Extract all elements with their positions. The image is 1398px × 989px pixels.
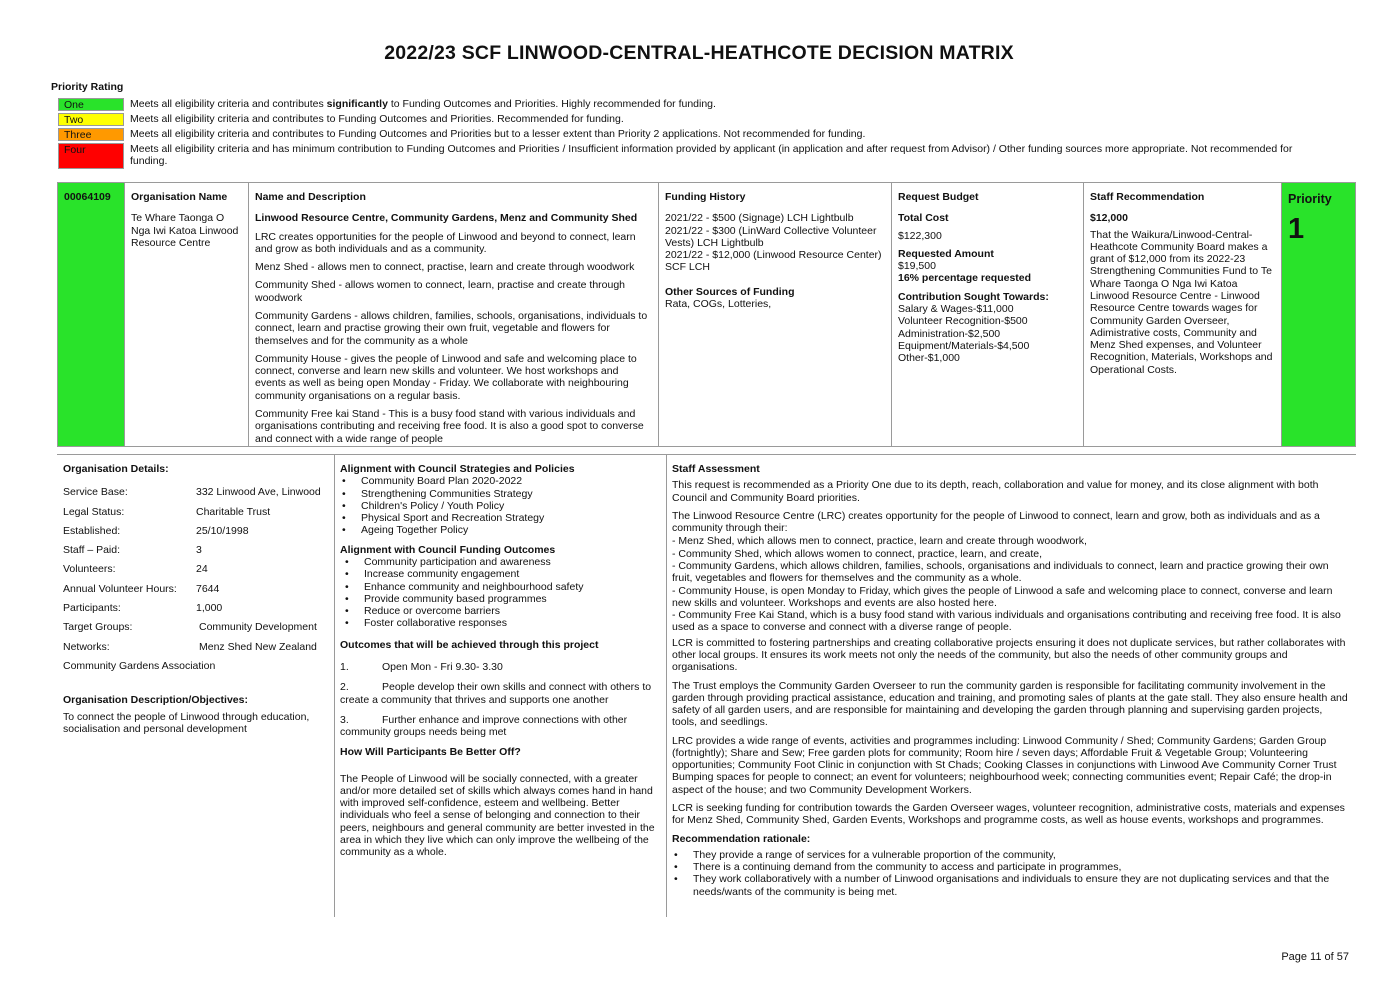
list-item: • Increase community engagement	[364, 568, 660, 580]
page-number: Page 11 of 57	[1281, 951, 1349, 963]
application-summary-table	[57, 182, 1356, 447]
other-sources-label: Other Sources of Funding	[665, 285, 795, 298]
assessment-paragraph: LCR is seeking funding for contribution towards the Garden Overseer wages, volunteer recognition, administrative costs, materials and expenses for Menz Shed, Community Shed, Garden Events, Workshops and programme costs, as well as house events, workshops and programmes.	[672, 802, 1345, 827]
list-item: • They work collaboratively with a number of Linwood organisations and individuals to ensure they are not duplicating services and that the needs/wants of the community is being met.	[693, 873, 1350, 898]
staff-assessment-header: Staff Assessment	[672, 463, 760, 475]
detail-row: Volunteers: 24	[63, 563, 208, 576]
priority-swatch: Three	[58, 128, 124, 141]
outcome-item: 2. People develop their own skills and connect with others to create a community that thrives and supports one another	[340, 681, 652, 706]
request-budget-cell	[892, 183, 1084, 446]
detail-row: Participants: 1,000	[63, 602, 223, 615]
contribution-label: Contribution Sought Towards:	[898, 290, 1049, 303]
organisation-name-cell	[125, 183, 249, 446]
total-cost-label: Total Cost	[898, 212, 949, 225]
priority-value: 1	[1288, 212, 1305, 245]
list-item: • Provide community based programmes	[364, 593, 660, 605]
list-item: • Strengthening Communities Strategy	[361, 488, 660, 500]
rationale-list	[672, 849, 1350, 898]
strategies-list	[340, 475, 660, 536]
description-header: Name and Description	[255, 191, 366, 203]
assessment-paragraph: The Linwood Resource Centre (LRC) creates opportunity for the people of Linwood to connect, learn and grow, both as individuals and as a community through their:	[672, 509, 1320, 535]
priority-swatch: One	[58, 98, 124, 111]
organisation-details	[57, 455, 334, 917]
recommendation-text: That the Waikura/Linwood-Central-Heathcote Community Board makes a grant of $12,000 from its 2022-23 Strengthening Communities Fund to Te Whare Taonga O Nga Iwi Katoa Linwood Resource Centre - Linwood Resource Centre towards wages for Community Garden Overseer, Adimistrative costs, Community and Menz Shed expenses, and Volunteer Recognition, Materials, Workshops and Operational Costs.	[1090, 228, 1273, 376]
assessment-paragraph: - Menz Shed, which allows men to connect, practice, learn and create through woodwork, - Community Shed, which allows women to connect, practice, learn, and create, - Community Gardens, which allows children, families, schools, organisations and individuals to connect, learn and practice growing their own fruit, vegetables and flowers for themselves and the community as a whole. - Community House, is open Monday to Friday, which gives the people of Linwood a safe and welcoming place to connect, converse and learn new skills and volunteer. Workshops and events are also hosted here. - Community Free Kai Stand, which is a busy food stand with various individuals and organisations contributing and receiving free food. It is also used as a space to converse and connect with a diverse range of people.	[672, 535, 1341, 634]
list-item: • Enhance community and neighbourhood safety	[364, 581, 660, 593]
contribution-items: Salary & Wages-$11,000 Volunteer Recognition-$500 Administration-$2,500 Equipment/Materials-$4,500 Other-$1,000	[898, 302, 1030, 365]
list-item: • Community participation and awareness	[364, 556, 660, 568]
request-budget-header: Request Budget	[898, 191, 979, 203]
detail-row: Established: 25/10/1998	[63, 524, 249, 537]
application-id-cell	[58, 183, 125, 446]
description-cell	[249, 183, 659, 446]
funding-outcomes-header: Alignment with Council Funding Outcomes	[340, 543, 556, 556]
better-off-text: The People of Linwood will be socially connected, with a greater and/or more detailed set of skills which always comes hand in hand with improved self-confidence, esteem and wellbeing. Better individuals who feel a sense of belonging and connection to their peers, neighbours and general community are better invested in the area in which they live which can only improve the wellbeing of the community as a whole.	[340, 772, 655, 859]
description-paragraph: LRC creates opportunities for the people of Linwood and beyond to connect, learn and grow as both individuals and as a community.	[255, 230, 636, 255]
description-paragraph: Community House - gives the people of Linwood and safe and welcoming place to connect, converse and learn new skills and volunteer. We host workshops and events as well as being open Monday - Friday. We collaborate with neighbouring community organisations on a regular basis.	[255, 352, 637, 402]
description-paragraph: Community Free kai Stand - This is a busy food stand with various individuals and organisations contributing and receiving free food. It is also a good spot to converse and connect with a wide range of people	[255, 407, 644, 445]
details-section	[57, 454, 1356, 917]
list-item: • Foster collaborative responses	[364, 617, 660, 629]
requested-amount-label: Requested Amount	[898, 247, 994, 260]
alignment-section	[334, 455, 666, 917]
list-item: • Reduce or overcome barriers	[364, 605, 660, 617]
requested-percentage: 16% percentage requested	[898, 272, 1032, 285]
application-id: 00064109	[64, 191, 111, 203]
detail-row: Staff – Paid: 3	[63, 544, 202, 557]
priority-description: Meets all eligibility criteria and contributes significantly to Funding Outcomes and Priorities. Highly recommended for funding.	[130, 98, 716, 110]
assessment-paragraph: LRC provides a wide range of events, activities and programmes including: Linwood Community / Shed; Community Gardens; Garden Group (fortnightly); Share and Sew; Free garden plots for community; Room hire / seven days; Affordable Fruit & Vegetable Group; Volunteering opportunities; Community Foot Clinic in conjunction with St Chads; Cooking Classes in conjunctions with Linwood Ave Community Corner Trust Bumping spaces for people to connect; an event for volunteers; neighbourhood week; connecting communities event; Repair Café; the drop-in aspect of the house; and two Community Development Workers.	[672, 734, 1337, 796]
list-item: • Children's Policy / Youth Policy	[361, 500, 660, 512]
detail-row: Annual Volunteer Hours: 7644	[63, 582, 220, 595]
detail-row: Networks: Menz Shed New Zealand	[63, 640, 317, 653]
requested-amount: $19,500	[898, 260, 936, 273]
other-sources: Rata, COGs, Lotteries,	[665, 297, 772, 310]
achieved-outcomes-header: Outcomes that will be achieved through this project	[340, 638, 599, 651]
description-paragraph: Community Shed - allows women to connect, learn, practise and create through woodwork	[255, 279, 626, 304]
detail-row: Service Base: 332 Linwood Ave, Linwood	[63, 486, 321, 499]
priority-description: Meets all eligibility criteria and has minimum contribution to Funding Outcomes and Priorities / Insufficient information provided by applicant (in application and after request from Advisor) / Other funding sources more appropriate. Not recommended for funding.	[130, 143, 1293, 168]
better-off-header: How Will Participants Be Better Off?	[340, 746, 521, 759]
priority-description: Meets all eligibility criteria and contributes to Funding Outcomes and Priorities but to a lesser extent than Priority 2 applications. Not recommended for funding.	[130, 128, 866, 140]
description-paragraph: Menz Shed - allows men to connect, practise, learn and create through woodwork	[255, 261, 635, 274]
assessment-paragraph: LCR is committed to fostering partnerships and creating collaborative projects ensuring it does not duplicate services, but rather collaborates with other local groups. It ensures its work meets not only the needs of the community, but also the needs of other community groups and organisations.	[672, 636, 1346, 674]
staff-recommendation-cell	[1084, 183, 1282, 446]
organisation-name-header: Organisation Name	[131, 191, 228, 203]
organisation-description-header: Organisation Description/Objectives:	[63, 694, 248, 707]
page-title: 2022/23 SCF LINWOOD-CENTRAL-HEATHCOTE DECISION MATRIX	[384, 42, 1014, 64]
list-item: • Community Board Plan 2020-2022	[361, 475, 660, 487]
outcome-item: 1. Open Mon - Fri 9.30- 3.30	[340, 660, 503, 673]
organisation-name: Te Whare Taonga O Nga Iwi Katoa Linwood Resource Centre	[131, 212, 239, 249]
priority-header: Priority	[1288, 192, 1332, 206]
assessment-paragraph: This request is recommended as a Priority One due to its depth, reach, collaboration and value for money, and its close alignment with both Council and Community Board priorities.	[672, 479, 1319, 504]
organisation-details-header: Organisation Details:	[63, 463, 169, 475]
funding-history-header: Funding History	[665, 191, 746, 203]
assessment-paragraph: The Trust employs the Community Garden Overseer to run the community garden is responsible for facilitating community involvement in the garden through providing practical assistance, education and training, and promoting sales of plants at the gate stall. They also ensure health and safety of all garden users, and are responsible for maintaining and developing the garden through planning and supervising garden projects, tools, and seedlings.	[672, 679, 1348, 729]
recommended-amount: $12,000	[1090, 212, 1128, 225]
outcome-item: 3. Further enhance and improve connections with other community groups needs being met	[340, 713, 628, 739]
priority-swatch: Four	[58, 143, 124, 169]
strategies-header: Alignment with Council Strategies and Policies	[340, 463, 575, 475]
total-cost: $122,300	[898, 229, 942, 242]
priority-cell	[1282, 183, 1355, 446]
list-item: • They provide a range of services for a vulnerable proportion of the community,	[693, 849, 1350, 861]
detail-row: Legal Status: Charitable Trust	[63, 505, 271, 518]
organisation-description: To connect the people of Linwood through education, socialisation and personal development	[63, 710, 310, 735]
priority-description: Meets all eligibility criteria and contributes to Funding Outcomes and Priorities. Recommended for funding.	[130, 113, 624, 125]
funding-history: 2021/22 - $500 (Signage) LCH Lightbulb 2021/22 - $300 (LinWard Collective Volunteer Vests) LCH Lightbulb 2021/22 - $12,000 (Linwood Resource Center) SCF LCH	[665, 212, 882, 274]
list-item: • Ageing Together Policy	[361, 524, 660, 536]
project-title: Linwood Resource Centre, Community Gardens, Menz and Community Shed	[255, 212, 638, 225]
networks-extra: Community Gardens Association	[63, 659, 216, 672]
rationale-header: Recommendation rationale:	[672, 832, 811, 845]
funding-outcomes-list	[340, 556, 660, 630]
priority-swatch: Two	[58, 113, 124, 126]
list-item: • There is a continuing demand from the community to access and participate in programmes,	[693, 861, 1350, 873]
list-item: • Physical Sport and Recreation Strategy	[361, 512, 660, 524]
staff-assessment	[666, 455, 1356, 917]
priority-rating-label: Priority Rating	[51, 81, 124, 93]
detail-row: Target Groups: Community Development	[63, 621, 317, 634]
description-paragraph: Community Gardens - allows children, families, schools, organisations, individuals to connect, learn and practise growing their own fruit, vegetable and flowers for themselves and for the community as a whole	[255, 309, 648, 347]
funding-history-cell	[659, 183, 892, 446]
staff-recommendation-header: Staff Recommendation	[1090, 191, 1205, 203]
